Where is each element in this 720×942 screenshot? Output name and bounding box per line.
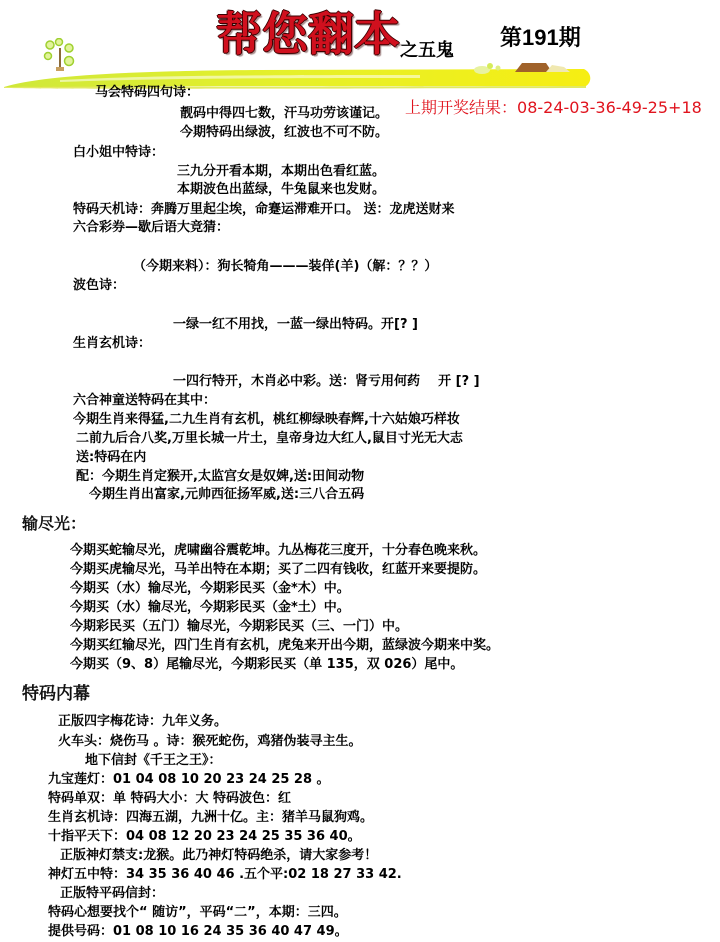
- section-heading-xiehouyu: 六合彩券—歇后语大竞猜：: [73, 220, 230, 235]
- section-heading-baixiaojie: 白小姐中特诗：: [73, 145, 165, 160]
- insider-line: 地下信封《千王之王》：: [85, 753, 222, 768]
- insider-line: 提供号码：01 08 10 16 24 35 36 40 47 49。: [48, 924, 348, 939]
- poem-line: 二前九后合八奖,万里长城一片土，皇帝身边大红人,鼠目寸光无大志: [76, 431, 463, 446]
- section-heading-neimu: 特码内幕: [22, 684, 90, 704]
- riddle-line: （今期来料）：狗长犄角———装佯(羊)（解：？？）: [133, 259, 438, 274]
- section-heading-bose: 波色诗：: [73, 278, 126, 293]
- section-heading-shujinguang: 输尽光：: [22, 514, 87, 533]
- section-heading-shengxiao: 生肖玄机诗：: [73, 336, 152, 351]
- poem-line: 送:特码在内: [76, 450, 147, 465]
- poem-line: 一绿一红不用找，一蓝一绿出特码。开[? ]: [173, 317, 418, 332]
- section-heading-shentong: 六合神童送特码在其中：: [73, 393, 217, 408]
- section-heading-mahui: 马会特码四句诗：: [95, 85, 200, 100]
- loss-line: 今期买（水）输尽光，今期彩民买（金*土）中。: [70, 600, 350, 615]
- poem-line: 今期生肖出富家,元帅西征扬军威,送:三八合五码: [89, 487, 365, 502]
- poem-line: 配：今期生肖定猴开,太监宫女是奴婢,送:田间动物: [76, 469, 365, 484]
- insider-line: 正版神灯禁支:龙猴。此乃神灯特码绝杀，请大家参考！: [60, 848, 378, 863]
- loss-line: 今期彩民买（五门）输尽光，今期彩民买（三、一门）中。: [70, 619, 409, 634]
- last-result-numbers: 08-24-03-36-49-25+18: [517, 98, 702, 117]
- poem-line: 靓码中得四七数，汗马功劳该谨记。: [180, 106, 389, 121]
- last-result-label: 上期开奖结果：: [405, 98, 518, 117]
- poem-line: 一四行特开，木肖必中彩。送：肾亏用何药 开 [? ]: [173, 374, 480, 389]
- loss-line: 今期买红输尽光，四门生肖有玄机，虎兔来开出今期，蓝绿波今期来中奖。: [70, 638, 500, 653]
- insider-line: 十指平天下：04 08 12 20 23 24 25 35 36 40。: [48, 829, 361, 844]
- insider-line: 九宝莲灯：01 04 08 10 20 23 24 25 28 。: [48, 772, 330, 787]
- insider-line: 火车头：烧伤马 。诗：猴死蛇伤，鸡猪伪装寻主生。: [58, 734, 362, 749]
- insider-line: 特码单双：单 特码大小：大 特码波色：红: [48, 791, 292, 806]
- hill-decoration: [460, 56, 580, 74]
- loss-line: 今期买虎输尽光，马羊出特在本期；买了二四有钱收，红蓝开来要提防。: [70, 562, 487, 577]
- insider-line: 正版四字梅花诗：九年义务。: [58, 714, 228, 729]
- insider-line: 特码心想要找个“ 随访”，平码“二”，本期：三四。: [48, 905, 347, 920]
- issue-number: 第191期: [500, 25, 581, 50]
- last-result: [405, 97, 702, 119]
- page-subtitle: 之五鬼: [400, 40, 454, 61]
- insider-line: 正版特平码信封：: [60, 886, 165, 901]
- poem-line: 今期特码出绿波，红波也不可不防。: [180, 125, 389, 140]
- loss-line: 今期买（9、8）尾输尽光，今期彩民买（单 135，双 026）尾中。: [70, 657, 464, 672]
- loss-line: 今期买蛇输尽光，虎啸幽谷震乾坤。九丛梅花三度开，十分春色晚来秋。: [70, 543, 487, 558]
- poem-line: 今期生肖来得猛,二九生肖有玄机，桃红柳绿映春辉,十六姑娘巧样妆: [73, 412, 460, 427]
- poem-line: 三九分开看本期，本期出色看红蓝。: [177, 164, 386, 179]
- insider-line: 神灯五中特：34 35 36 40 46 .五个平:02 18 27 33 42.: [48, 867, 402, 882]
- tianji-poem: 特码天机诗：奔腾万里起尘埃，命蹇运滞难开口。 送：龙虎送财来: [73, 202, 455, 217]
- insider-line: 生肖玄机诗：四海五湖，九洲十亿。主：猪羊马鼠狗鸡。: [48, 810, 374, 825]
- poem-line: 本期波色出蓝绿，牛兔鼠来也发财。: [177, 182, 386, 197]
- loss-line: 今期买（水）输尽光，今期彩民买（金*木）中。: [70, 581, 350, 596]
- page-title: 帮您翻本: [216, 7, 400, 61]
